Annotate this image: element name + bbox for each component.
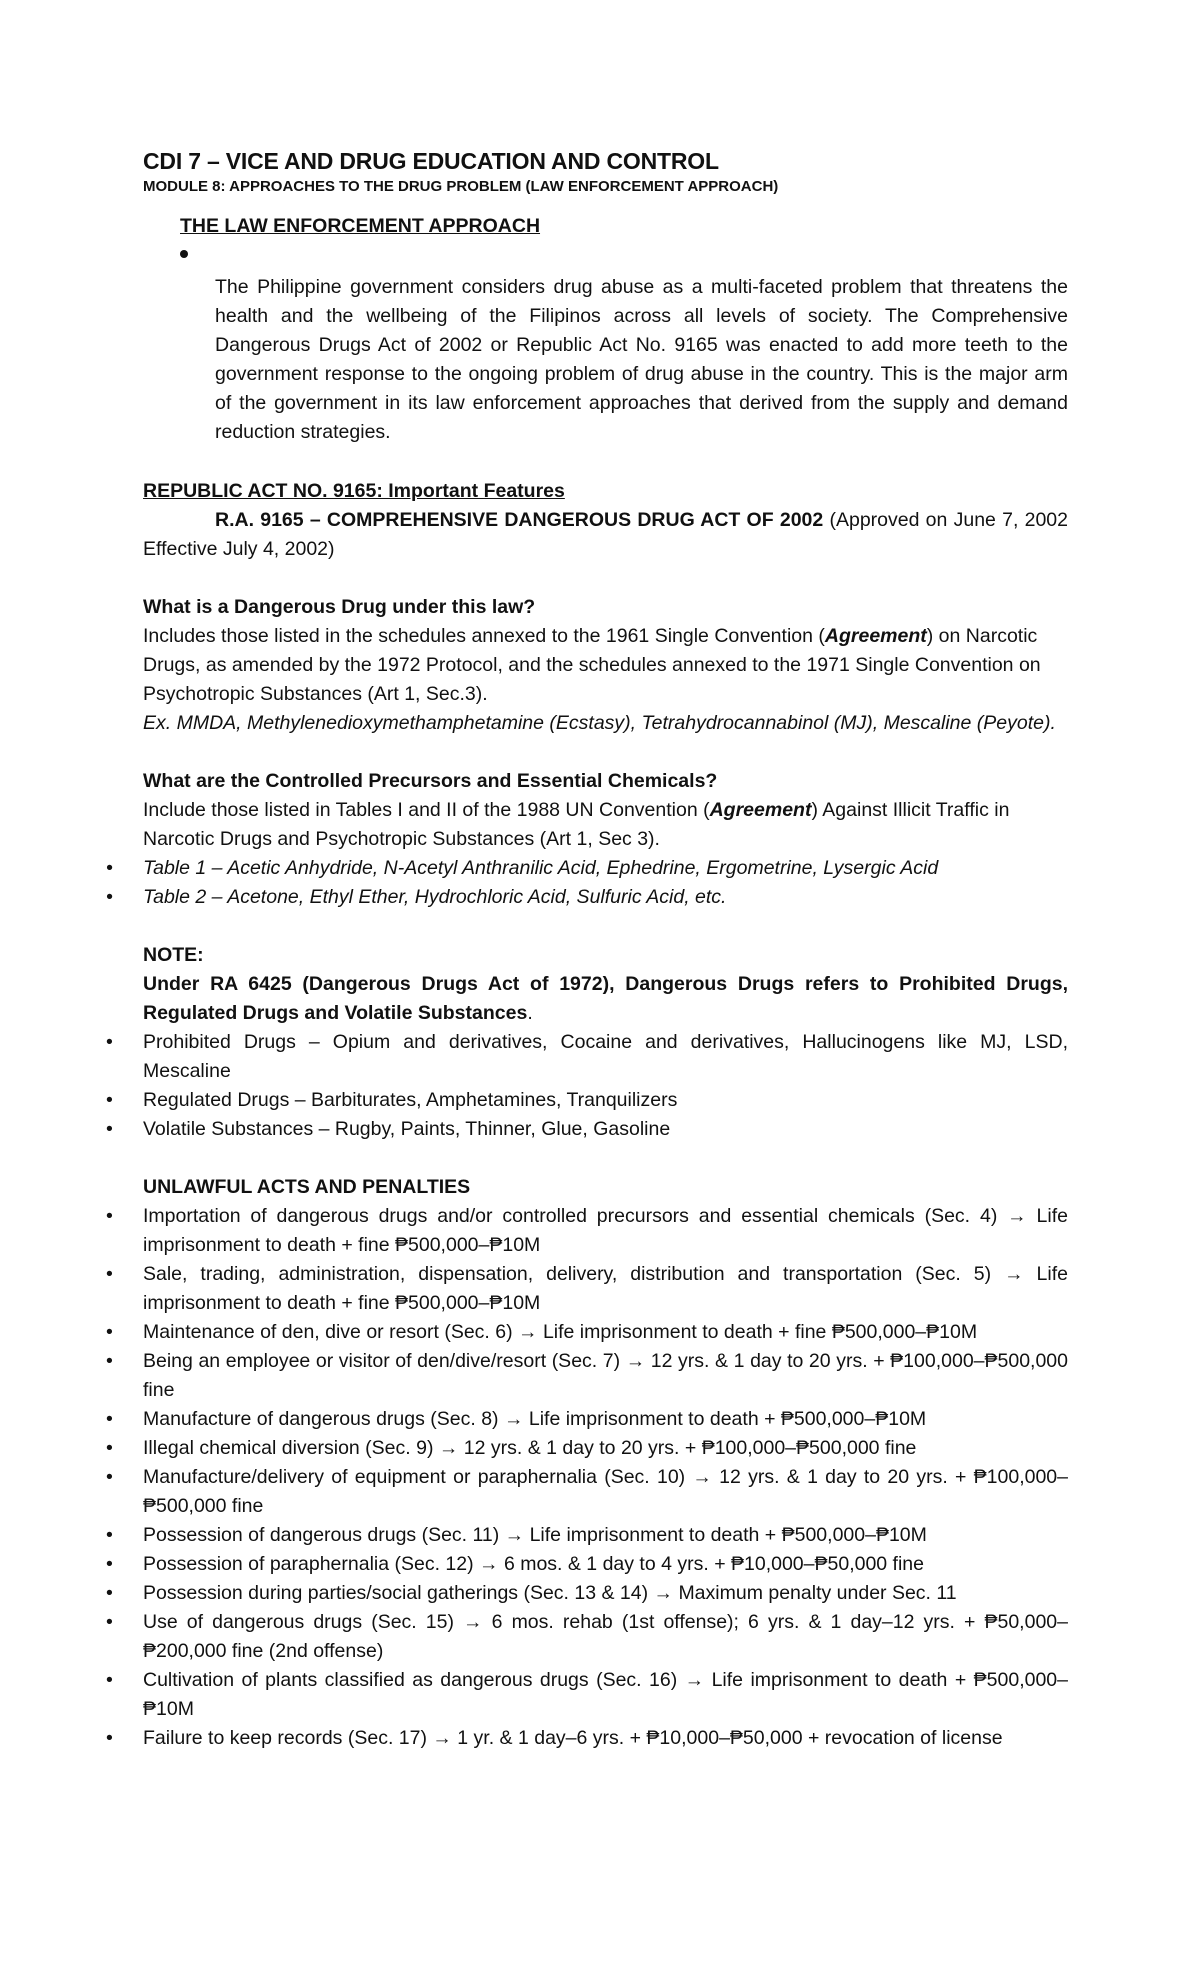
list-item: • Possession during parties/social gatherings (Sec. 13 & 14) → Maximum penalty under Sec. 11 bbox=[143, 1579, 1068, 1608]
list-item: • Possession of dangerous drugs (Sec. 11) → Life imprisonment to death + ₱500,000–₱10M bbox=[143, 1521, 1068, 1550]
note-label: NOTE: bbox=[143, 944, 204, 966]
ra9165-paragraph bbox=[143, 506, 1068, 564]
list-item: • Manufacture of dangerous drugs (Sec. 8) → Life imprisonment to death + ₱500,000–₱10M bbox=[143, 1405, 1068, 1434]
document-subtitle: MODULE 8: APPROACHES TO THE DRUG PROBLEM (LAW ENFORCEMENT APPROACH) bbox=[143, 178, 779, 195]
ra9165-heading: REPUBLIC ACT NO. 9165: Important Features bbox=[143, 480, 565, 502]
precursors-answer-text: Include those listed in Tables I and II of the 1988 UN Convention ( bbox=[143, 799, 710, 821]
penalties-list bbox=[143, 1202, 1068, 1753]
list-item: • Importation of dangerous drugs and/or controlled precursors and essential chemicals (Sec. 4) → Life imprisonment to death + fine ₱500,000–₱10M bbox=[143, 1202, 1068, 1260]
list-item: • Prohibited Drugs – Opium and derivatives, Cocaine and derivatives, Hallucinogens like MJ, LSD, Mescaline bbox=[143, 1028, 1068, 1086]
list-item: • Table 2 – Acetone, Ethyl Ether, Hydrochloric Acid, Sulfuric Acid, etc. bbox=[143, 883, 1068, 912]
note-statement bbox=[143, 970, 1068, 1028]
list-item: • Being an employee or visitor of den/dive/resort (Sec. 7) → 12 yrs. & 1 day to 20 yrs. + ₱100,000–₱500,000 fine bbox=[143, 1347, 1068, 1405]
list-item: • Manufacture/delivery of equipment or paraphernalia (Sec. 10) → 12 yrs. & 1 day to 20 yrs. + ₱100,000–₱500,000 fine bbox=[143, 1463, 1068, 1521]
list-item: • Cultivation of plants classified as dangerous drugs (Sec. 16) → Life imprisonment to death + ₱500,000–₱10M bbox=[143, 1666, 1068, 1724]
document-title: CDI 7 – VICE AND DRUG EDUCATION AND CONTROL bbox=[143, 148, 719, 174]
list-item: • Regulated Drugs – Barbiturates, Amphetamines, Tranquilizers bbox=[143, 1086, 1068, 1115]
note-statement-text: Under RA 6425 (Dangerous Drugs Act of 1972), Dangerous Drugs refers to Prohibited Drugs, Regulated Drugs and Volatile Substances bbox=[143, 973, 1068, 1024]
list-item: • Illegal chemical diversion (Sec. 9) → 12 yrs. & 1 day to 20 yrs. + ₱100,000–₱500,000 fine bbox=[143, 1434, 1068, 1463]
dangerous-drug-answer bbox=[143, 622, 1068, 709]
precursors-answer bbox=[143, 796, 1068, 854]
dangerous-drug-question: What is a Dangerous Drug under this law? bbox=[143, 596, 536, 618]
list-item: • Use of dangerous drugs (Sec. 15) → 6 mos. rehab (1st offense); 6 yrs. & 1 day–12 yrs. + ₱50,000–₱200,000 fine (2nd offense) bbox=[143, 1608, 1068, 1666]
list-item: • Maintenance of den, dive or resort (Sec. 6) → Life imprisonment to death + fine ₱500,000–₱10M bbox=[143, 1318, 1068, 1347]
dangerous-drug-answer-emphasis: Agreement bbox=[824, 625, 927, 647]
list-item: • Possession of paraphernalia (Sec. 12) → 6 mos. & 1 day to 4 yrs. + ₱10,000–₱50,000 fine bbox=[143, 1550, 1068, 1579]
note-statement-end: . bbox=[527, 1002, 533, 1024]
list-item: • Volatile Substances – Rugby, Paints, Thinner, Glue, Gasoline bbox=[143, 1115, 1068, 1144]
list-item: • Sale, trading, administration, dispensation, delivery, distribution and transportation (Sec. 5) → Life imprisonment to death + fine ₱500,000–₱10M bbox=[143, 1260, 1068, 1318]
empty-bullet bbox=[143, 241, 1068, 265]
bullet-dot-icon bbox=[180, 250, 188, 258]
precursor-tables-list bbox=[143, 854, 1068, 912]
law-enforcement-heading: THE LAW ENFORCEMENT APPROACH bbox=[180, 215, 541, 237]
law-enforcement-paragraph: The Philippine government considers drug abuse as a multi-faceted problem that threatens the health and the wellbeing of the Filipinos across all levels of society. The Comprehensive Dangerous Drugs Act of 2002 or Republic Act No. 9165 was enacted to add more teeth to the government response to the ongoing problem of drug abuse in the country. This is the major arm of the government in its law enforcement approaches that derived from the supply and demand reduction strategies. bbox=[215, 276, 1068, 443]
list-item: • Failure to keep records (Sec. 17) → 1 yr. & 1 day–6 yrs. + ₱10,000–₱50,000 + revocation of license bbox=[143, 1724, 1068, 1753]
precursors-answer-text-2: ) Against Illicit Traffic in Narcotic Drugs and Psychotropic Substances (Art 1, Sec 3). bbox=[143, 799, 1010, 850]
note-list bbox=[143, 1028, 1068, 1144]
precursors-answer-emphasis: Agreement bbox=[709, 799, 812, 821]
list-item: • Table 1 – Acetic Anhydride, N-Acetyl Anthranilic Acid, Ephedrine, Ergometrine, Lysergic Acid bbox=[143, 854, 1068, 883]
dangerous-drug-answer-text-2: ) on Narcotic Drugs, as amended by the 1972 Protocol, and the schedules annexed to the 1971 Single Convention on Psychotropic Substances (Art 1, Sec.3). bbox=[143, 625, 1041, 705]
dangerous-drug-example: Ex. MMDA, Methylenedioxymethamphetamine (Ecstasy), Tetrahydrocannabinol (MJ), Mescaline (Peyote). bbox=[143, 712, 1056, 734]
ra9165-act-title: R.A. 9165 – COMPREHENSIVE DANGEROUS DRUG ACT OF 2002 bbox=[215, 509, 824, 531]
precursors-question: What are the Controlled Precursors and Essential Chemicals? bbox=[143, 770, 718, 792]
penalties-heading: UNLAWFUL ACTS AND PENALTIES bbox=[143, 1176, 471, 1198]
dangerous-drug-answer-text: Includes those listed in the schedules annexed to the 1961 Single Convention ( bbox=[143, 625, 825, 647]
ra9165-act-dates: (Approved on June 7, 2002 Effective July 4, 2002) bbox=[143, 509, 1068, 560]
